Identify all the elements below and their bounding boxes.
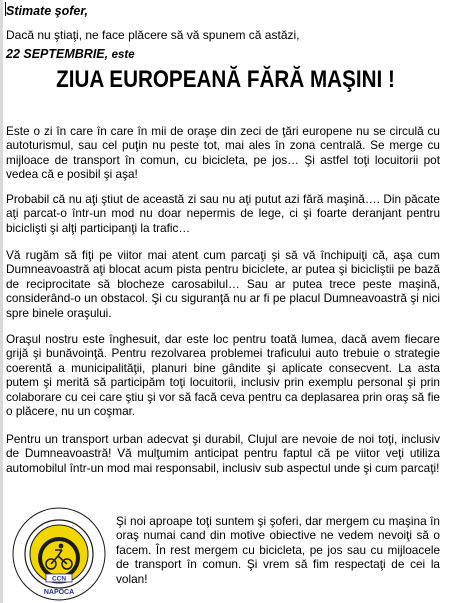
paragraph-4: Oraşul nostru este înghesuit, dar este loc pentru toată lumea, dacă avem fiecare grijă şi bunăvoinţă. Pentru rezolvarea problemei traficului auto trebuie o strategie coerentă a municipalităţii, planuri bine gândite şi aplicate consecvent. La asta putem şi merită să participăm toţi locuitorii, inclusiv prin exemplu personal şi prin colaborare cu cei care ştiu şi vor să facă ceva pentru ca deplasarea prin oraş să fie o plăcere, nu un coşmar. <box>6 332 440 419</box>
logo-initials: CCN <box>51 575 67 583</box>
date-suffix: este <box>111 49 135 61</box>
greeting: Stimate şofer, <box>6 4 88 18</box>
date-text: 22 SEPTEMBRIE, <box>6 47 109 61</box>
paragraph-1: Este o zi în care în care în mii de oraşe din zeci de ţări europene nu se circulă cu autoturismul, sau cel puţin nu peste tot, mai ales în zona centrală. Se merge cu mijloace de transport în comun, cu bicicleta, pe jos… Şi astfel toţi locuitorii pot vedea că e posibil şi aşa! <box>6 124 440 182</box>
date-line <box>6 47 135 61</box>
page-edge <box>0 0 3 603</box>
headline: ZIUA EUROPEANĂ FĂRĂ MAŞINI ! <box>56 66 395 93</box>
cycling-club-logo-icon <box>10 506 108 602</box>
paragraph-6: Şi noi aproape toţi suntem şi şoferi, dar mergem cu maşina în oraş numai cand din motive obiective ne vedem nevoiţi să o facem. În rest mergem cu bicicleta, pe jos sau cu mijloacele de transport în comun. Şi vrem să fim respectaţi de cei la volan! <box>116 514 440 586</box>
paragraph-5: Pentru un transport urban adecvat şi durabil, Clujul are nevoie de noi toţi, inclusiv de Dumneavoastră! Vă mulţumim anticipat pentru faptul că pe viitor veţi utiliza automobilul într-un mod mai responsabil, inclusiv sub aspectul unde şi cum parcaţi! <box>6 432 440 475</box>
paragraph-2: Probabil că nu aţi ştiut de această zi sau nu aţi putut azi fără maşină…. Din păcate aţi parcat-o într-un mod nu doar nepermis de lege, ci şi foarte deranjant pentru biciclişti şi alţi participanţi la trafic… <box>6 192 440 235</box>
intro-line: Dacă nu ştiaţi, ne face plăcere să vă spunem că astăzi, <box>6 28 300 42</box>
paragraph-3: Vă rugăm să fiţi pe viitor mai atent cum parcaţi şi să vă închipuiţi că, aşa cum Dumneavoastră aţi blocat acum pista pentru biciclete, ar putea şi bicicliştii pe bază de reciprocitate să blocheze carosabilul… Sau ar putea trece peste maşină, considerând-o un obstacol. Şi cu siguranţă nu ar fi pe placul Dumneavoastră şi nici spre binele oraşului. <box>6 248 440 320</box>
logo-city: NAPOCA <box>43 589 75 596</box>
